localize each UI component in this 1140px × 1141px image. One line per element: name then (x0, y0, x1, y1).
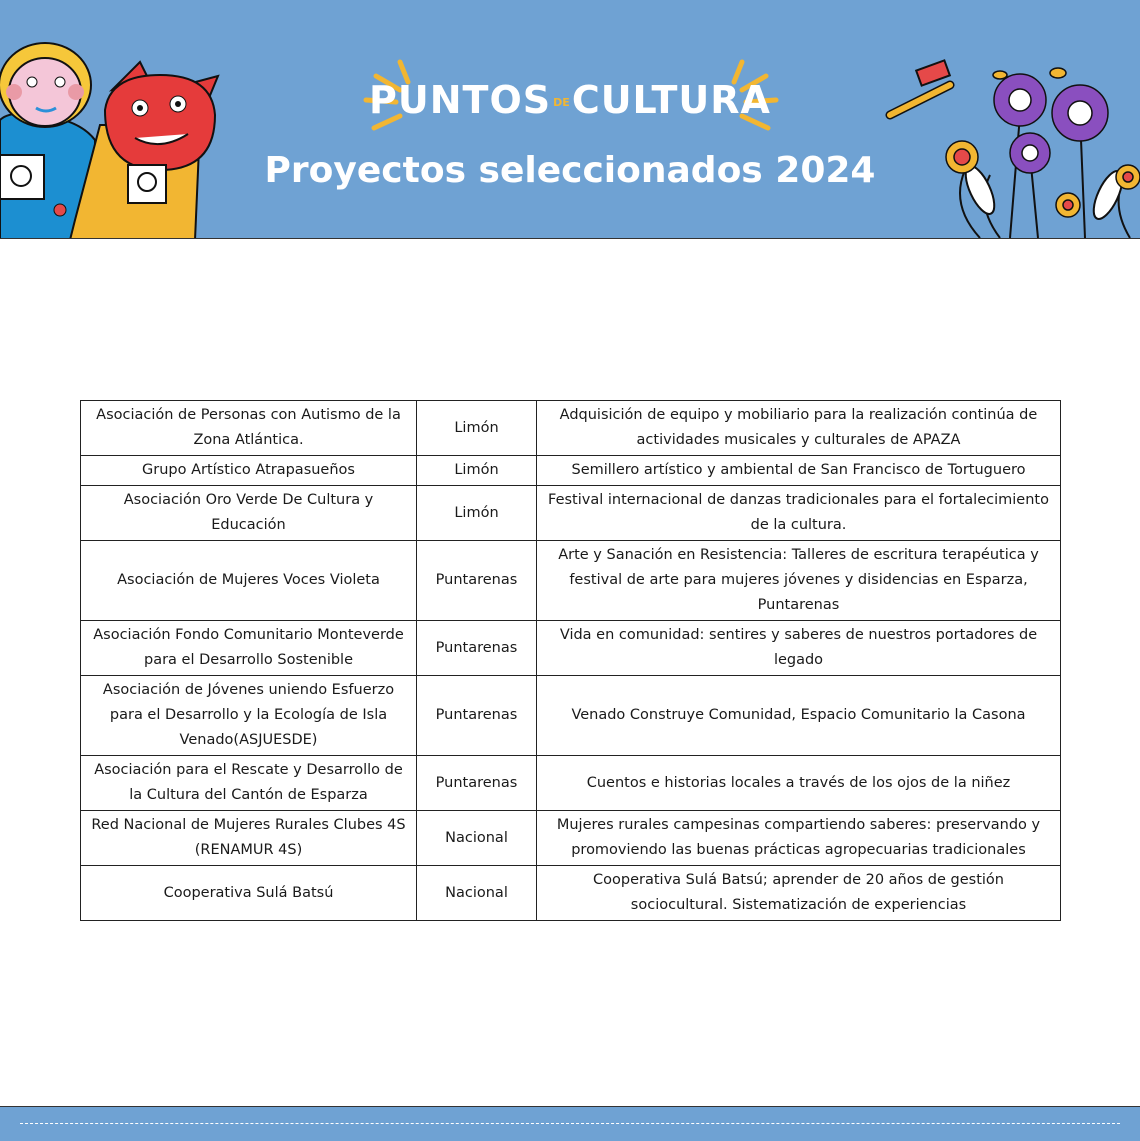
footer-dashed-line (20, 1123, 1120, 1124)
organization-cell: Asociación Fondo Comunitario Monteverde para el Desarrollo Sostenible (81, 621, 417, 676)
project-cell: Mujeres rurales campesinas compartiendo saberes: preservando y promoviendo las buenas prácticas agropecuarias tradicionales (537, 811, 1061, 866)
table-row (81, 401, 1061, 456)
header-banner (0, 0, 1140, 239)
project-cell: Cooperativa Sulá Batsú; aprender de 20 años de gestión sociocultural. Sistematización de experiencias (537, 866, 1061, 921)
project-cell: Cuentos e historias locales a través de los ojos de la niñez (537, 756, 1061, 811)
project-cell: Festival internacional de danzas tradicionales para el fortalecimiento de la cultura. (537, 486, 1061, 541)
region-cell: Limón (417, 486, 537, 541)
project-cell: Semillero artístico y ambiental de San Francisco de Tortuguero (537, 456, 1061, 486)
page-title: Proyectos seleccionados 2024 (264, 150, 876, 191)
brand-word-left: PUNTOS (369, 78, 552, 122)
region-cell: Nacional (417, 866, 537, 921)
table-row (81, 541, 1061, 621)
region-cell: Limón (417, 456, 537, 486)
table-row (81, 486, 1061, 541)
organization-cell: Red Nacional de Mujeres Rurales Clubes 4S (RENAMUR 4S) (81, 811, 417, 866)
project-cell: Vida en comunidad: sentires y saberes de nuestros portadores de legado (537, 621, 1061, 676)
organization-cell: Asociación de Mujeres Voces Violeta (81, 541, 417, 621)
projects-table (80, 400, 1061, 921)
table-row (81, 676, 1061, 756)
organization-cell: Asociación de Jóvenes uniendo Esfuerzo para el Desarrollo y la Ecología de Isla Venado(ASJUESDE) (81, 676, 417, 756)
project-cell: Venado Construye Comunidad, Espacio Comunitario la Casona (537, 676, 1061, 756)
project-cell: Adquisición de equipo y mobiliario para la realización continúa de actividades musicales y culturales de APAZA (537, 401, 1061, 456)
organization-cell: Asociación de Personas con Autismo de la Zona Atlántica. (81, 401, 417, 456)
organization-cell: Asociación para el Rescate y Desarrollo de la Cultura del Cantón de Esparza (81, 756, 417, 811)
region-cell: Puntarenas (417, 621, 537, 676)
region-cell: Nacional (417, 811, 537, 866)
table-row (81, 756, 1061, 811)
brand-word-right: CULTURA (571, 78, 771, 122)
organization-cell: Asociación Oro Verde De Cultura y Educación (81, 486, 417, 541)
organization-cell: Grupo Artístico Atrapasueños (81, 456, 417, 486)
flowers-illustration (880, 55, 1140, 238)
table-row (81, 811, 1061, 866)
project-cell: Arte y Sanación en Resistencia: Talleres de escritura terapéutica y festival de arte para mujeres jóvenes y disidencias en Esparza, Puntarenas (537, 541, 1061, 621)
table-row (81, 866, 1061, 921)
brand-word-small: DE (553, 96, 570, 109)
organization-cell: Cooperativa Sulá Batsú (81, 866, 417, 921)
region-cell: Puntarenas (417, 756, 537, 811)
table-row (81, 621, 1061, 676)
table-row (81, 456, 1061, 486)
region-cell: Puntarenas (417, 676, 537, 756)
region-cell: Puntarenas (417, 541, 537, 621)
doll-illustration (0, 20, 240, 239)
region-cell: Limón (417, 401, 537, 456)
footer-band (0, 1106, 1140, 1141)
